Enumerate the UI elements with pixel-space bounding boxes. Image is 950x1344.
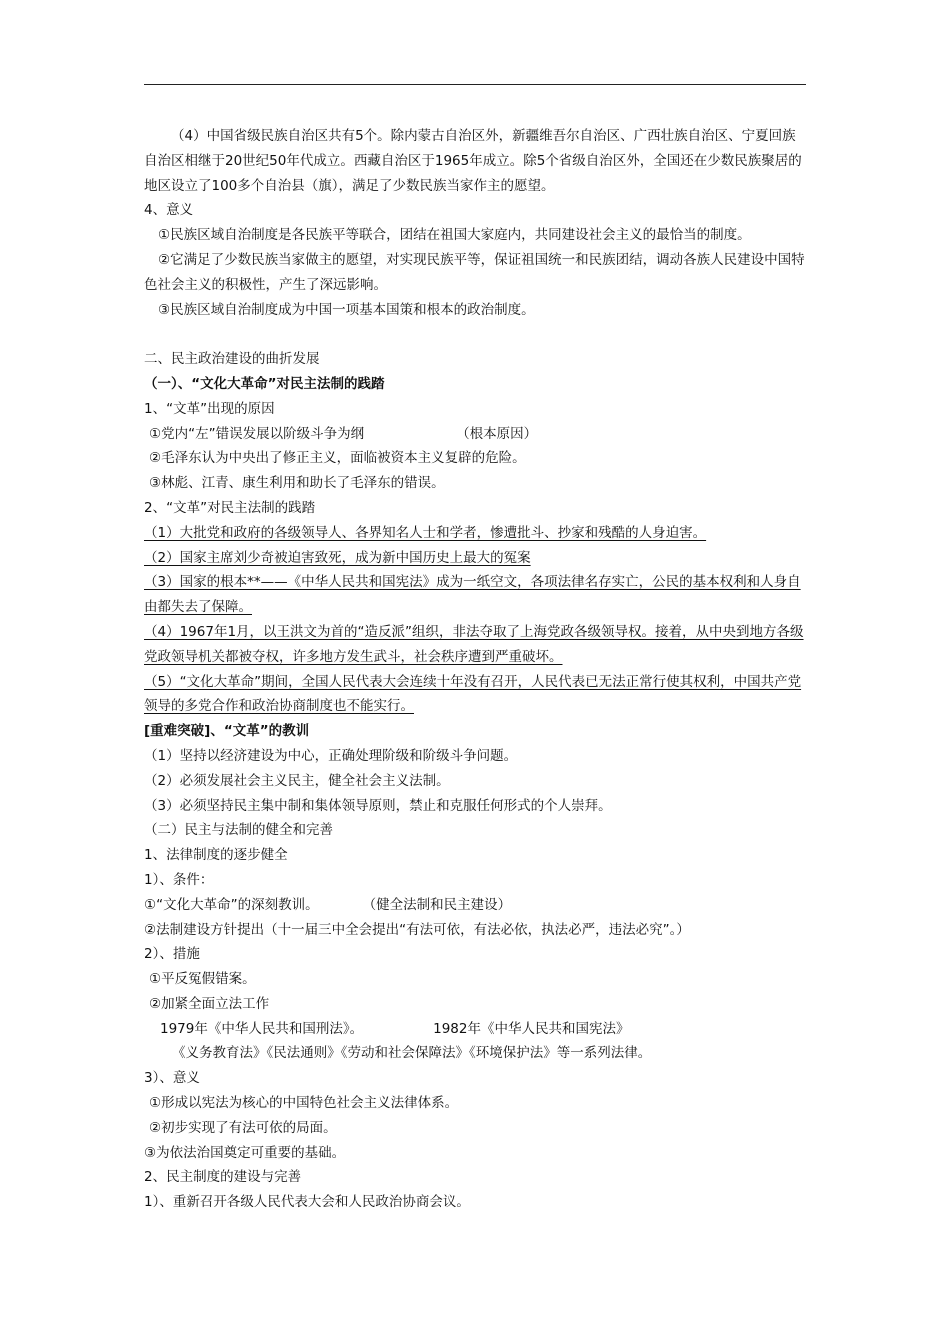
header-rule	[144, 84, 806, 85]
subsection-heading: （二）民主与法制的健全和完善	[144, 822, 333, 839]
list-item-note: （健全法制和民主建设）	[362, 896, 512, 913]
list-item: （3）必须坚持民主集中制和集体领导原则，禁止和克服任何形式的个人崇拜。	[144, 797, 612, 814]
heading-lessons: [重难突破]、“文革”的教训	[144, 723, 310, 740]
heading-legal-system: 1、法律制度的逐步健全	[144, 847, 288, 864]
underlined-item: （1）大批党和政府的各级领导人、各界知名人士和学者，惨遭批斗、抄家和残酷的人身迫害。	[144, 524, 707, 541]
spacer	[144, 322, 806, 347]
list-item: （1）坚持以经济建设为中心，正确处理阶级和阶级斗争问题。	[144, 747, 518, 764]
list-item: ②初步实现了有法可依的局面。	[149, 1119, 337, 1136]
list-item: ①民族区域自治制度是各民族平等联合，团结在祖国大家庭内，共同建设社会主义的最恰当的制度。	[158, 227, 751, 244]
list-item: ③民族区域自治制度成为中国一项基本国策和根本的政治制度。	[158, 301, 535, 318]
law-constitution: 1982年《中华人民共和国宪法》	[433, 1020, 630, 1037]
list-item: ①形成以宪法为核心的中国特色社会主义法律体系。	[149, 1095, 459, 1112]
heading-measures: 2）、措施	[144, 946, 200, 963]
heading-meaning: 3）、意义	[144, 1070, 200, 1087]
underlined-item: （3）国家的根本**——《中华人民共和国宪法》成为一纸空文，各项法律名存实亡，公民的基本权利和人身自由都失去了保障。	[144, 574, 801, 616]
heading-trampling: 2、“文革”对民主法制的践踏	[144, 499, 316, 516]
list-item: ②毛泽东认为中央出了修正主义，面临被资本主义复辟的危险。	[149, 450, 526, 467]
list-item-text: ①党内“左”错误发展以阶级斗争为纲	[149, 425, 365, 442]
subsection-heading: （一）、“文化大革命”对民主法制的践踏	[144, 375, 385, 392]
document-body	[144, 124, 806, 1215]
list-item	[144, 893, 806, 918]
list-item: 1）、重新召开各级人民代表大会和人民政治协商会议。	[144, 1194, 470, 1211]
laws-line: 《义务教育法》《民法通则》《劳动和社会保障法》《环境保护法》等一系列法律。	[172, 1045, 652, 1062]
underlined-item: （4）1967年1月，以王洪文为首的“造反派”组织，非法夺取了上海党政各级领导权。接着，从中央到地方各级党政领导机关都被夺权，许多地方发生武斗，社会秩序遭到严重破坏。	[144, 623, 804, 665]
list-item: ②它满足了少数民族当家做主的愿望，对实现民族平等，保证祖国统一和民族团结，调动各族人民建设中国特色社会主义的积极性，产生了深远影响。	[144, 251, 805, 293]
list-item: ③为依法治国奠定可重要的基础。	[144, 1144, 346, 1161]
section-heading: 二、民主政治建设的曲折发展	[144, 351, 320, 368]
list-item-text: ①“文化大革命”的深刻教训。	[144, 896, 319, 913]
paragraph-autonomous-regions: （4）中国省级民族自治区共有5个。除内蒙古自治区外，新疆维吾尔自治区、广西壮族自治区、宁夏回族自治区相继于20世纪50年代成立。西藏自治区于1965年成立。除5个省级自治区外，全国还在少数民族聚居的地区设立了100多个自治县（旗），满足了少数民族当家作主的愿望。	[144, 128, 802, 194]
underlined-item: （5）“文化大革命”期间，全国人民代表大会连续十年没有召开，人民代表已无法正常行使其权利，中国共产党领导的多党合作和政治协商制度也不能实行。	[144, 673, 802, 715]
underlined-item: （2）国家主席刘少奇被迫害致死，成为新中国历史上最大的冤案	[144, 549, 531, 566]
list-item: （2）必须发展社会主义民主，健全社会主义法制。	[144, 772, 450, 789]
list-item: ②法制建设方针提出（十一届三中全会提出“有法可依，有法必依，执法必严，违法必究”。）	[144, 921, 690, 938]
heading-causes: 1、“文革”出现的原因	[144, 400, 275, 417]
list-item-note: （根本原因）	[456, 425, 538, 442]
heading-democratic-system: 2、民主制度的建设与完善	[144, 1169, 302, 1186]
law-criminal: 1979年《中华人民共和国刑法》。	[160, 1020, 364, 1037]
list-item: ②加紧全面立法工作	[149, 995, 270, 1012]
list-item: ①平反冤假错案。	[149, 971, 256, 988]
heading-significance: 4、意义	[144, 202, 194, 219]
list-item: ③林彪、江青、康生利用和助长了毛泽东的错误。	[149, 475, 445, 492]
heading-conditions: 1）、条件：	[144, 871, 214, 888]
laws-line	[144, 1017, 806, 1042]
list-item	[144, 422, 806, 447]
